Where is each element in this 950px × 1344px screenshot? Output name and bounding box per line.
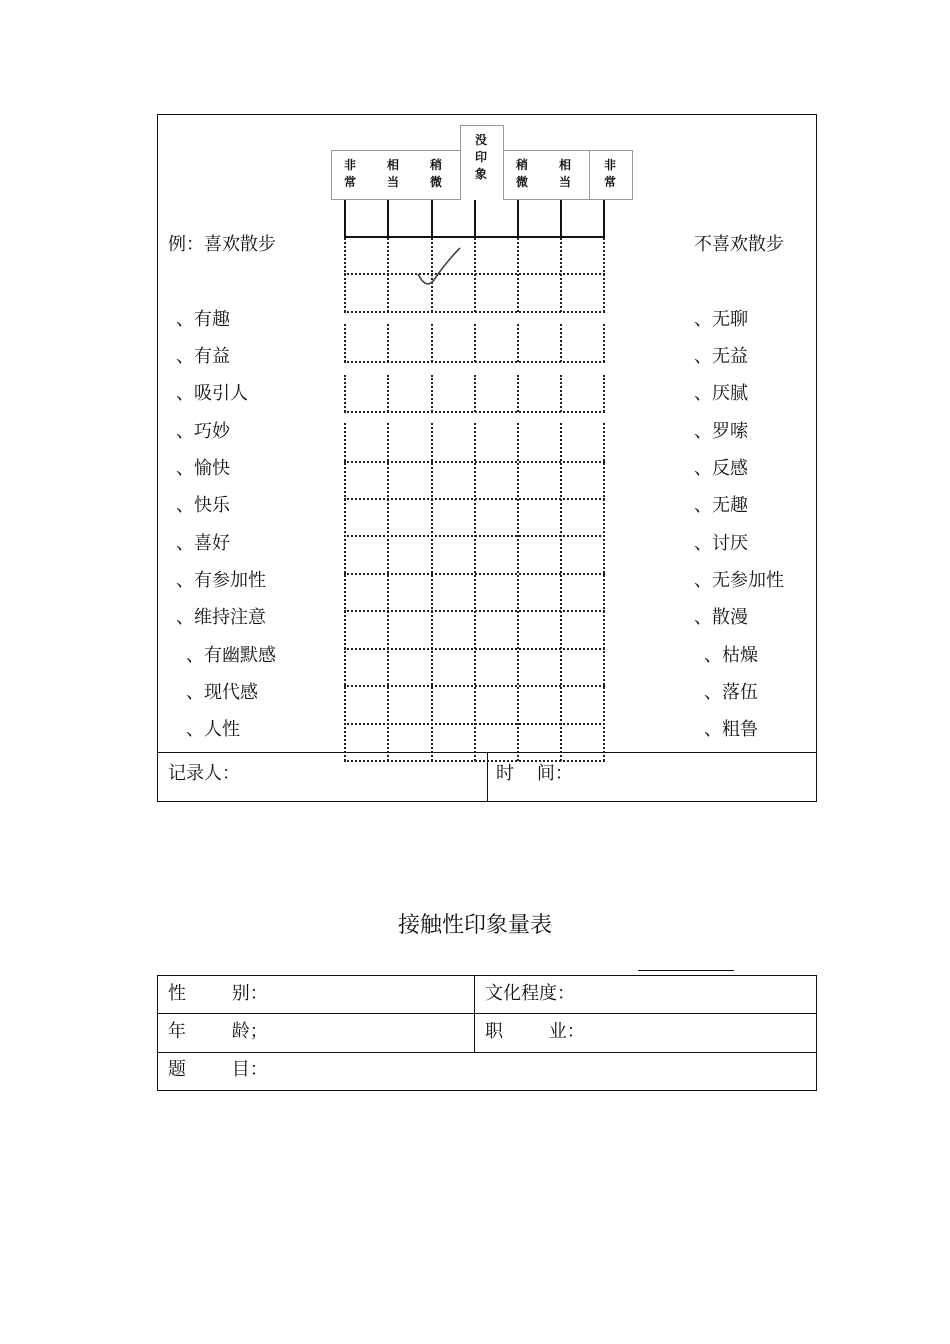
item-left-label: 、有趣 — [176, 309, 230, 330]
topic-field[interactable]: 题 目： — [168, 1059, 268, 1080]
item-left-label: 、喜好 — [176, 533, 230, 554]
scale-tick — [517, 200, 519, 237]
check-mark-icon — [410, 244, 466, 292]
item-right-label: 、无参加性 — [694, 570, 784, 591]
item-right-label: 、散漫 — [694, 607, 748, 628]
item-left-label: 、现代感 — [186, 682, 258, 703]
header-slightly-right: 稍微 — [515, 158, 528, 189]
scale-header-far-right — [589, 150, 633, 200]
example-left-label: 例：喜欢散步 — [168, 234, 276, 255]
item-right-label: 、厌腻 — [694, 383, 748, 404]
recorder-field[interactable]: 记录人： — [168, 763, 240, 784]
header-very-left: 非常 — [343, 158, 356, 189]
info-row-divider — [157, 1052, 817, 1053]
scale-header-neutral — [460, 125, 504, 200]
header-neutral: 没印象 — [474, 133, 487, 181]
example-right-label: 不喜欢散步 — [694, 234, 784, 255]
item-left-label: 、人性 — [186, 719, 240, 740]
scale-tick — [474, 200, 476, 237]
item-left-label: 、吸引人 — [176, 383, 248, 404]
education-field[interactable]: 文化程度： — [485, 983, 575, 1004]
item-right-label: 、无趣 — [694, 495, 748, 516]
item-right-label: 、无聊 — [694, 309, 748, 330]
age-field[interactable]: 年 龄； — [168, 1021, 268, 1042]
item-right-label: 、罗嗦 — [694, 421, 748, 442]
item-left-label: 、有幽默感 — [186, 645, 276, 666]
occupation-field[interactable]: 职 业： — [485, 1021, 585, 1042]
gender-field[interactable]: 性 别： — [168, 983, 268, 1004]
scale-header-left — [331, 150, 461, 200]
item-left-label: 、愉快 — [176, 458, 230, 479]
item-right-label: 、粗鲁 — [704, 719, 758, 740]
info-row-divider — [157, 1013, 817, 1014]
item-right-label: 、无益 — [694, 346, 748, 367]
header-very-right: 非常 — [603, 158, 616, 189]
item-right-label: 、讨厌 — [694, 533, 748, 554]
scale-tick — [560, 200, 562, 237]
item-right-label: 、枯燥 — [704, 645, 758, 666]
time-field[interactable]: 时 间： — [496, 763, 573, 784]
header-quite-left: 相当 — [386, 158, 399, 189]
scale-tick — [603, 200, 605, 237]
scale-tick — [387, 200, 389, 237]
footer-split — [487, 752, 488, 802]
item-right-label: 、反感 — [694, 458, 748, 479]
scale-tick — [344, 200, 346, 237]
header-quite-right: 相当 — [558, 158, 571, 189]
blank-underline — [638, 970, 734, 971]
scale-header-right — [503, 150, 590, 200]
item-left-label: 、维持注意 — [176, 607, 266, 628]
item-left-label: 、有参加性 — [176, 570, 266, 591]
item-left-label: 、快乐 — [176, 495, 230, 516]
item-left-label: 、有益 — [176, 346, 230, 367]
header-slightly-left: 稍微 — [429, 158, 442, 189]
page-title: 接触性印象量表 — [397, 913, 552, 938]
item-left-label: 、巧妙 — [176, 421, 230, 442]
scale-tick — [431, 200, 433, 237]
info-col-divider — [474, 975, 475, 1053]
item-right-label: 、落伍 — [704, 682, 758, 703]
